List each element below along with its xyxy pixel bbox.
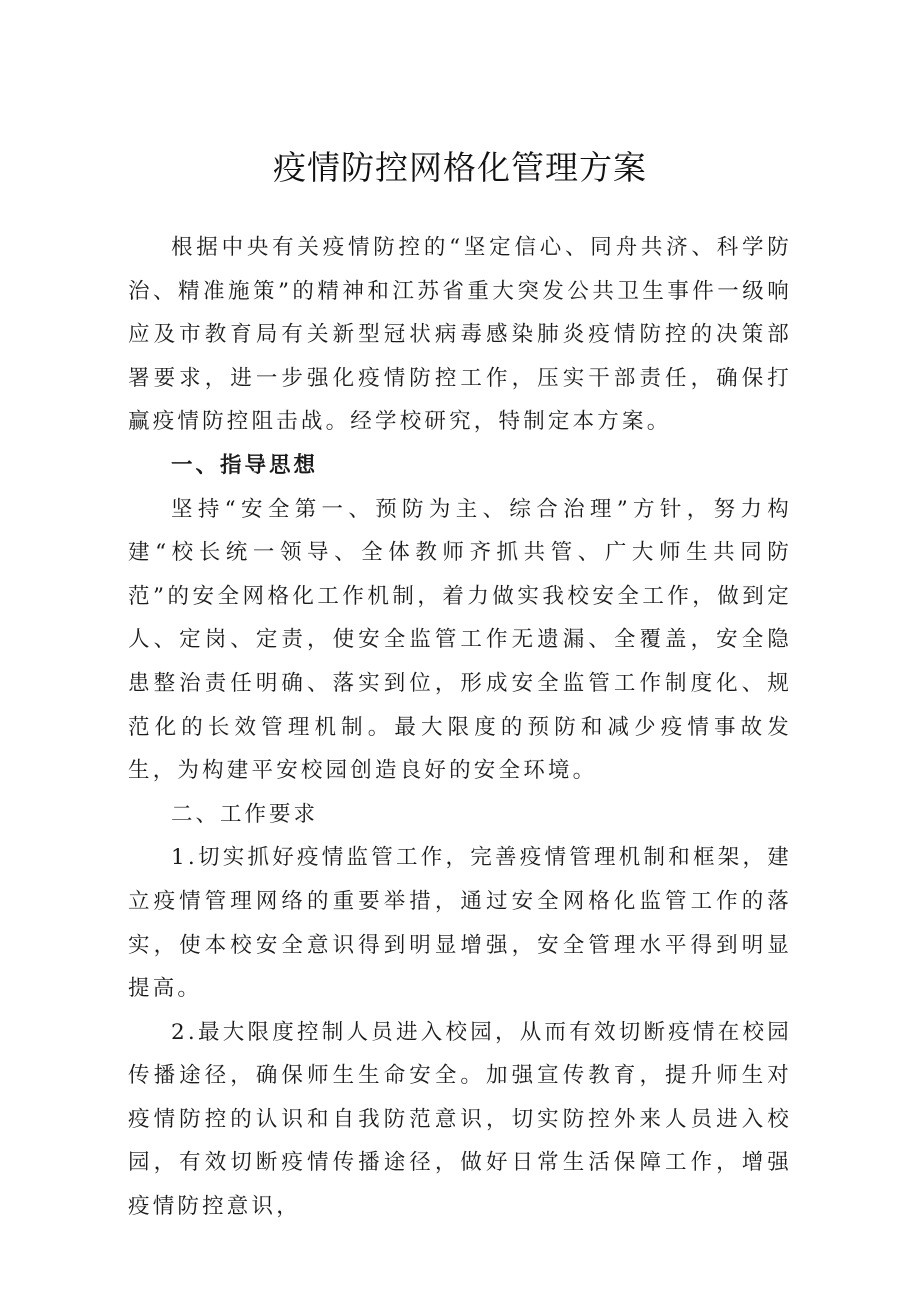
section-heading-work-requirements: 二、工作要求	[171, 801, 319, 827]
intro-paragraph: 根据中央有关疫情防控的“坚定信心、同舟共济、科学防治、精准施策”的精神和江苏省重大突发公共卫生事件一级响应及市教育局有关新型冠状病毒感染肺炎疫情防控的决策部署要求，进一步强化疫情防控工作，压实干部责任，确保打赢疫情防控阻击战。经学校研究，特制定本方案。	[128, 235, 792, 435]
section-heading-guiding-thought: 一、指导思想	[171, 452, 319, 478]
guiding-thought-paragraph: 坚持“安全第一、预防为主、综合治理”方针，努力构建“校长统一领导、全体教师齐抓共管、广大师生共同防范”的安全网格化工作机制，着力做实我校安全工作，做到定人、定岗、定责，使安全监管工作无遗漏、全覆盖，安全隐患整治责任明确、落实到位，形成安全监管工作制度化、规范化的长效管理机制。最大限度的预防和减少疫情事故发生，为构建平安校园创造良好的安全环境。	[128, 496, 792, 784]
document-title: 疫情防控网格化管理方案	[273, 148, 647, 187]
requirement-item-2: 2.最大限度控制人员进入校园，从而有效切断疫情在校园传播途径，确保师生生命安全。加强宣传教育，提升师生对疫情防控的认识和自我防范意识，切实防控外来人员进入校园，有效切断疫情传播途径，做好日常生活保障工作，增强疫情防控意识，	[128, 1019, 792, 1220]
requirement-item-1: 1.切实抓好疫情监管工作，完善疫情管理机制和框架，建立疫情管理网络的重要举措，通过安全网格化监管工作的落实，使本校安全意识得到明显增强，安全管理水平得到明显提高。	[128, 845, 792, 1002]
document-body	[128, 226, 792, 1229]
